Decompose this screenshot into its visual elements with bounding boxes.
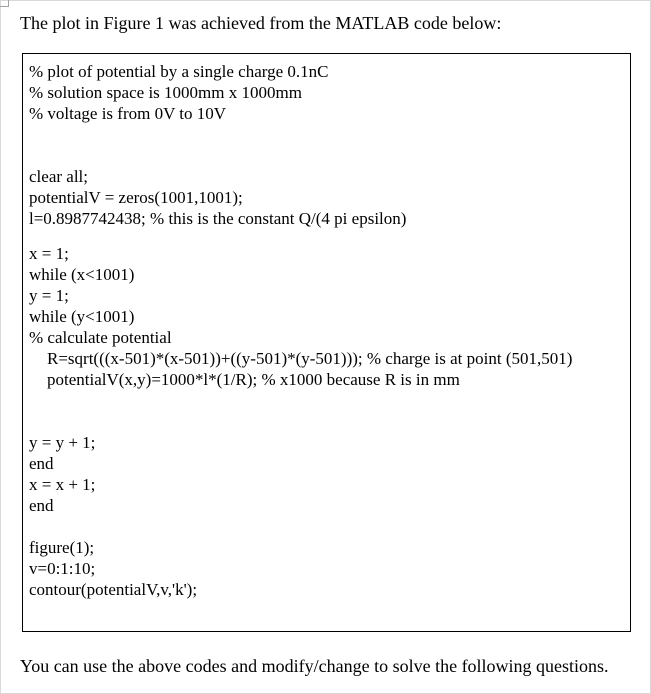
code-line: while (x<1001) [29,265,135,284]
code-line: clear all; [29,167,88,186]
code-line: contour(potentialV,v,'k'); [29,580,198,599]
outro-text: You can use the above codes and modify/change to solve the following questions. [20,656,609,676]
code-line: y = 1; [29,286,69,305]
code-line: % solution space is 1000mm x 1000mm [29,83,302,102]
code-line: % plot of potential by a single charge 0.1nC [29,62,329,81]
code-line: x = x + 1; [29,475,96,494]
code-line: end [29,496,54,515]
code-line: % voltage is from 0V to 10V [29,104,227,123]
code-line: l=0.8987742438; % this is the constant Q/(4 pi epsilon) [29,209,407,228]
code-box [22,53,631,632]
code-line: v=0:1:10; [29,559,96,578]
code-line: figure(1); [29,538,95,557]
code-line: y = y + 1; [29,433,96,452]
code-line: % calculate potential [29,328,172,347]
corner-mark [0,0,9,7]
code-line: x = 1; [29,244,69,263]
code-line: potentialV = zeros(1001,1001); [29,188,243,207]
code-line: potentialV(x,y)=1000*l*(1/R); % x1000 because R is in mm [47,370,460,389]
code-line: while (y<1001) [29,307,135,326]
code-line: R=sqrt(((x-501)*(x-501))+((y-501)*(y-501))); % charge is at point (501,501) [47,349,573,368]
code-line: end [29,454,54,473]
intro-text: The plot in Figure 1 was achieved from the MATLAB code below: [20,13,502,33]
